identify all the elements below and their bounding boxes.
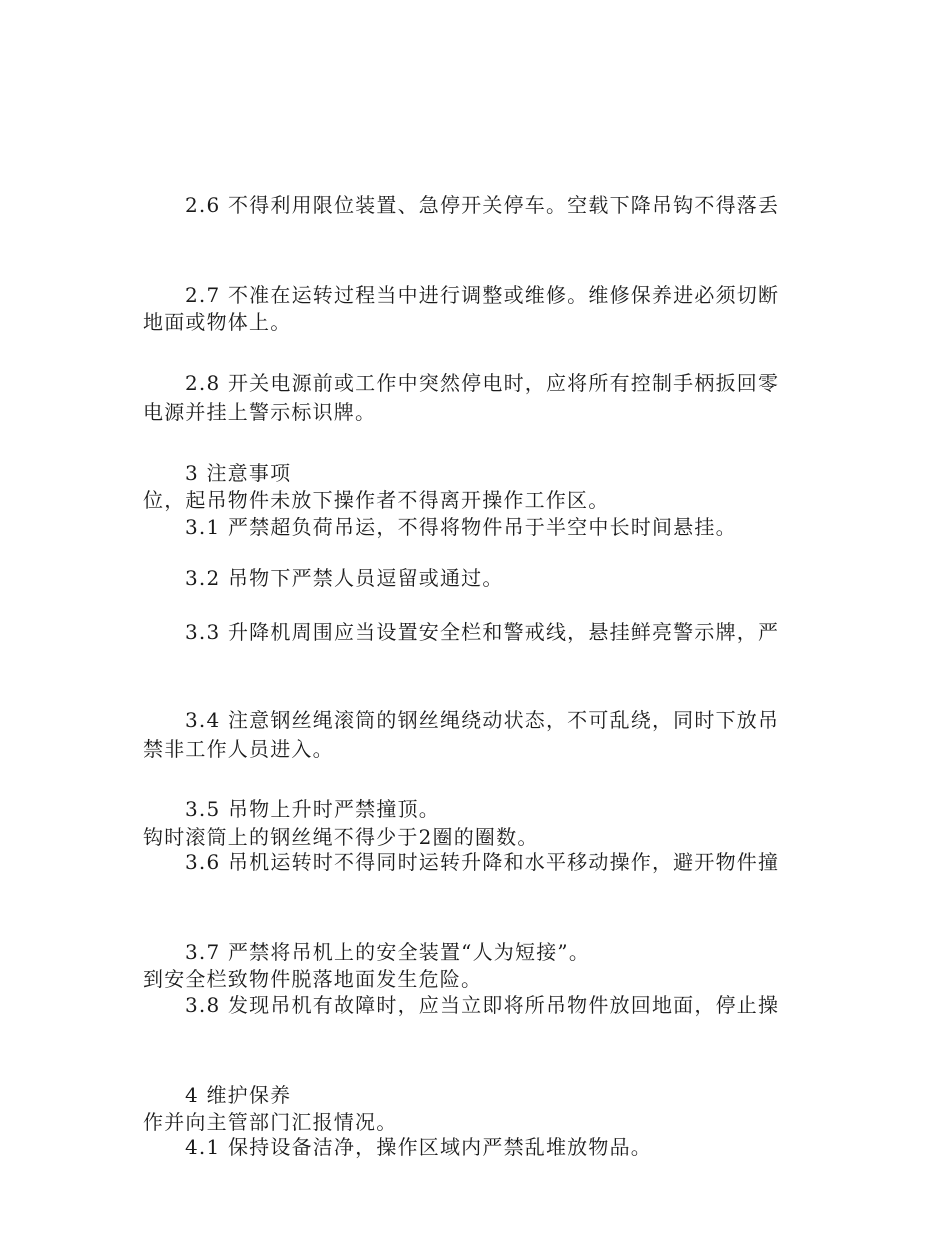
paragraph-line: 3.3 升降机周围应当设置安全栏和警戒线，悬挂鲜亮警示牌，严 — [185, 620, 780, 644]
paragraph-line: 位，起吊物件未放下操作者不得离开操作工作区。 — [143, 488, 610, 512]
paragraph-line: 2.6 不得利用限位装置、急停开关停车。空载下降吊钩不得落丢 — [185, 193, 780, 217]
paragraph-4-1 — [143, 1050, 793, 1245]
paragraph-line: 到安全栏致物件脱落地面发生危险。 — [143, 967, 483, 991]
paragraph-line: 电源并挂上警示标识牌。 — [143, 400, 377, 424]
paragraph-line: 3.1 严禁超负荷吊运，不得将物件吊于半空中长时间悬挂。 — [185, 515, 737, 539]
paragraph-line: 4.1 保持设备洁净，操作区域内严禁乱堆放物品。 — [185, 1135, 652, 1159]
paragraph-line: 地面或物体上。 — [143, 310, 292, 334]
paragraph-line: 禁非工作人员进入。 — [143, 737, 334, 761]
paragraph-line: 2.7 不准在运转过程当中进行调整或维修。维修保养进必须切断 — [185, 283, 780, 307]
paragraph-line: 3.6 吊机运转时不得同时运转升降和水平移动操作，避开物件撞 — [185, 850, 780, 874]
paragraph-line: 3.7 严禁将吊机上的安全装置“人为短接”。 — [185, 940, 591, 964]
paragraph-line: 3.8 发现吊机有故障时，应当立即将所吊物件放回地面，停止操 — [185, 993, 780, 1017]
paragraph-line: 作并向主管部门汇报情况。 — [143, 1110, 398, 1134]
heading-line: 3 注意事项 — [185, 461, 292, 485]
paragraph-line: 钩时滚筒上的钢丝绳不得少于2圈的圈数。 — [143, 825, 539, 849]
heading-line: 4 维护保养 — [185, 1083, 292, 1107]
paragraph-line: 3.2 吊物下严禁人员逗留或通过。 — [185, 566, 504, 590]
paragraph-line: 3.4 注意钢丝绳滚筒的钢丝绳绕动状态，不可乱绕，同时下放吊 — [185, 708, 780, 732]
paragraph-line: 2.8 开关电源前或工作中突然停电时，应将所有控制手柄扳回零 — [185, 371, 780, 395]
paragraph-line: 3.5 吊物上升时严禁撞顶。 — [185, 797, 440, 821]
